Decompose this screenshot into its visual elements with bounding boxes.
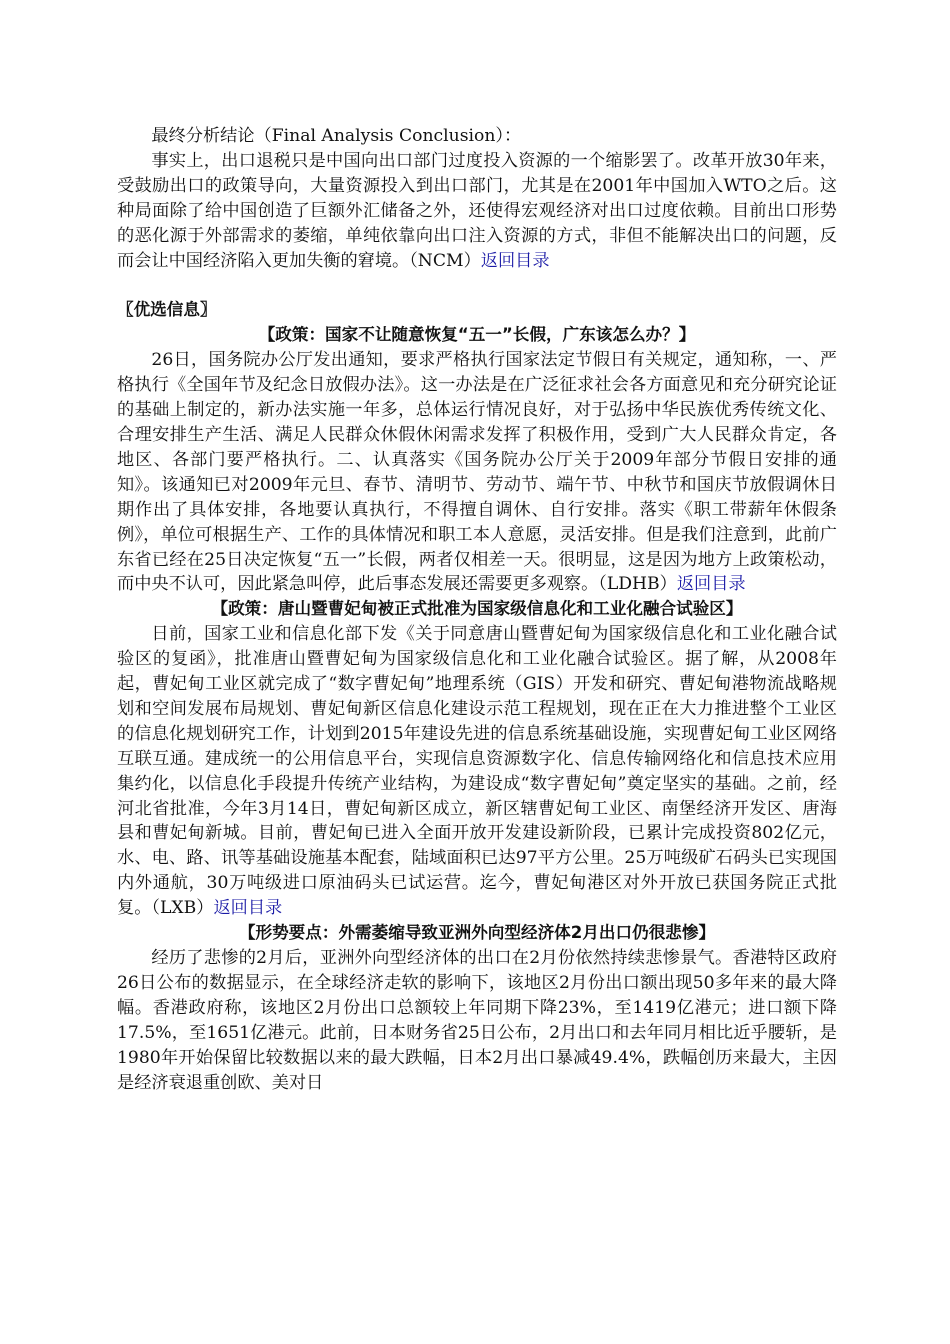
article-body [117,946,837,1095]
article-headline: 【政策：唐山暨曹妃甸被正式批准为国家级信息化和工业化融合试验区】 [211,599,743,619]
article-text: 26日，国务院办公厅发出通知，要求严格执行国家法定节假日有关规定，通知称，一、严格执行《全国年节及纪念日放假办法》。这一办法是在广泛征求社会各方面意见和充分研究论证的基础上制定的，新办法实施一年多，总体运行情况良好，对于弘扬中华民族优秀传统文化、合理安排生产生活、满足人民群众休假休闲需求发挥了积极作用，受到广大人民群众肯定，各地区、各部门要严格执行。二、认真落实《国务院办公厅关于2009年部分节假日安排的通知》。该通知已对2009年元旦、春节、清明节、劳动节、端午节、中秋节和国庆节放假调休日期作出了具体安排，各地要认真执行，不得擅自调休、自行安排。落实《职工带薪年休假条例》，单位可根据生产、工作的具体情况和职工本人意愿，灵活安排。但是我们注意到，此前广东省已经在25日决定恢复“五一”长假，两者仅相差一天。很明显，这是因为地方上政策松动，而中央不认可，因此紧急叫停，此后事态发展还需要更多观察。（LDHB） [117,350,837,595]
conclusion-body [117,149,837,274]
spacer [117,273,837,298]
conclusion-text: 事实上，出口退税只是中国向出口部门过度投入资源的一个缩影罢了。改革开放30年来，受鼓励出口的政策导向，大量资源投入到出口部门，尤其是在2001年中国加入WTO之后。这种局面除了给中国创造了巨额外汇储备之外，还使得宏观经济对出口过度依赖。目前出口形势的恶化源于外部需求的萎缩，单纯依靠向出口注入资源的方式，非但不能解决出口的问题，反而会让中国经济陷入更加失衡的窘境。（NCM） [117,150,837,271]
back-to-contents-link[interactable]: 返回目录 [480,250,550,271]
back-to-contents-link[interactable]: 返回目录 [213,898,283,919]
back-to-contents-link[interactable]: 返回目录 [676,574,746,595]
article-headline: 【形势要点：外需萎缩导致亚洲外向型经济体2月出口仍很悲惨】 [238,923,716,943]
article-text: 经历了悲惨的2月后，亚洲外向型经济体的出口在2月份依然持续悲惨景气。香港特区政府26日公布的数据显示，在全球经济走软的影响下，该地区2月份出口额出现50多年来的最大降幅。香港政府称，该地区2月份出口总额较上年同期下降23%，至1419亿港元；进口额下降17.5%，至1651亿港元。此前，日本财务省25日公布，2月出口和去年同月相比近乎腰斩，是1980年开始保留比较数据以来的最大跌幅，日本2月出口暴减49.4%，跌幅创历来最大，主因是经济衰退重创欧、美对日 [117,948,837,1093]
section-label: 〖优选信息〗 [117,300,217,320]
article-body [117,622,837,921]
conclusion-title: 最终分析结论（Final Analysis Conclusion）： [151,126,522,146]
article-body [117,348,837,597]
document-page [117,124,837,1095]
article-text: 日前，国家工业和信息化部下发《关于同意唐山暨曹妃甸为国家级信息化和工业化融合试验区的复函》，批准唐山暨曹妃甸为国家级信息化和工业化融合试验区。据了解，从2008年起，曹妃甸工业区就完成了“数字曹妃甸”地理系统（GIS）开发和研究、曹妃甸港物流战略规划和空间发展布局规划、曹妃甸新区信息化建设示范工程规划，现在正在大力推进整个工业区的信息化规划研究工作，计划到2015年建设先进的信息系统基础设施，实现曹妃甸工业区网络互联互通。建成统一的公用信息平台，实现信息资源数字化、信息传输网络化和信息技术应用集约化，以信息化手段提升传统产业结构，为建设成“数字曹妃甸”奠定坚实的基础。之前，经河北省批准，今年3月14日，曹妃甸新区成立，新区辖曹妃甸工业区、南堡经济开发区、唐海县和曹妃甸新城。目前，曹妃甸已进入全面开放开发建设新阶段，已累计完成投资802亿元，水、电、路、讯等基础设施基本配套，陆域面积已达97平方公里。25万吨级矿石码头已实现国内外通航，30万吨级进口原油码头已试运营。迄今，曹妃甸港区对外开放已获国务院正式批复。（LXB） [117,624,837,919]
article-headline: 【政策：国家不让随意恢复“五一”长假，广东该怎么办？】 [258,325,696,345]
